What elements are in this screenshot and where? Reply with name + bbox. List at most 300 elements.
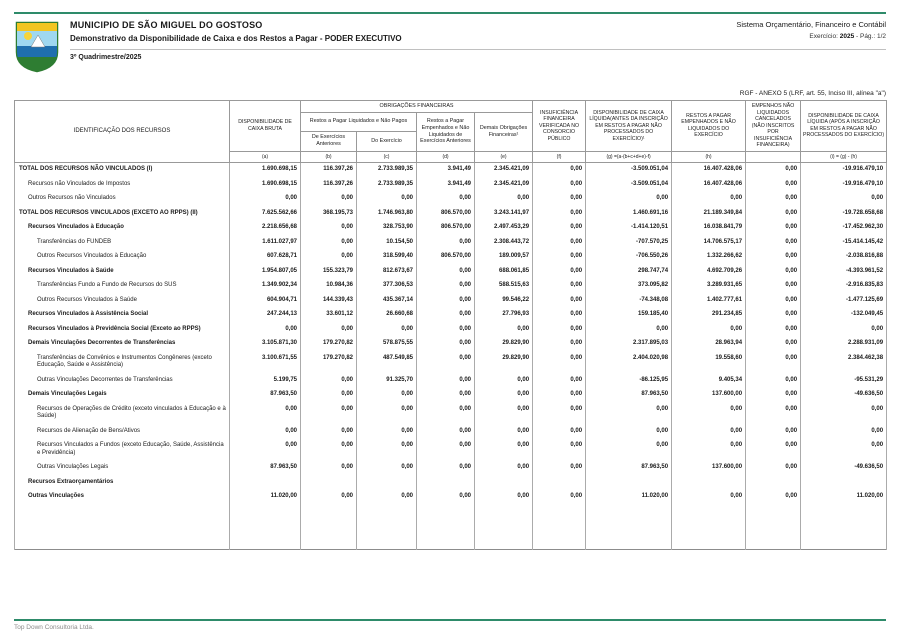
- value-cell: 99.546,22: [475, 293, 533, 308]
- value-cell: 0,00: [746, 424, 801, 439]
- value-cell: 91.325,70: [357, 373, 417, 388]
- col-header-do-exercicio: Do Exercício: [357, 131, 417, 151]
- value-cell: 0,00: [746, 402, 801, 424]
- value-cell: 0,00: [357, 388, 417, 403]
- value-cell: 0,00: [672, 322, 746, 337]
- value-cell: 0,00: [475, 373, 533, 388]
- value-cell: 0,00: [746, 250, 801, 265]
- value-cell: 247.244,13: [230, 308, 301, 323]
- value-cell: 21.189.349,84: [672, 206, 746, 221]
- value-cell: 0,00: [533, 388, 586, 403]
- exercise-value: 2025: [839, 33, 855, 40]
- value-cell: 0,00: [230, 322, 301, 337]
- letter-a: (a): [230, 151, 301, 162]
- report-table: [14, 100, 887, 550]
- value-cell: -17.452.962,30: [801, 221, 887, 236]
- value-cell: -2.916.835,83: [801, 279, 887, 294]
- value-cell: 2.345.421,09: [475, 177, 533, 192]
- value-cell: [586, 475, 672, 490]
- table-row: [15, 192, 887, 207]
- row-label: Recursos Vinculados à Assistência Social: [15, 308, 230, 323]
- value-cell: 0,00: [672, 192, 746, 207]
- value-cell: 2.345.421,09: [475, 162, 533, 177]
- value-cell: 87.963,50: [230, 388, 301, 403]
- value-cell: 16.038.841,79: [672, 221, 746, 236]
- table-row: [15, 461, 887, 476]
- value-cell: 87.963,50: [586, 461, 672, 476]
- table-row: [15, 162, 887, 177]
- value-cell: [417, 475, 475, 490]
- report-title: Demonstrativo da Disponibilidade de Caixa e dos Restos a Pagar - PODER EXECUTIVO: [70, 34, 402, 43]
- value-cell: -15.414.145,42: [801, 235, 887, 250]
- value-cell: 144.339,43: [301, 293, 357, 308]
- value-cell: 0,00: [417, 293, 475, 308]
- value-cell: 0,00: [230, 439, 301, 461]
- value-cell: 0,00: [533, 322, 586, 337]
- value-cell: 0,00: [801, 424, 887, 439]
- value-cell: 291.234,85: [672, 308, 746, 323]
- value-cell: 0,00: [230, 192, 301, 207]
- exercise-page-line: [736, 33, 886, 40]
- header-divider: [70, 49, 886, 50]
- value-cell: [475, 475, 533, 490]
- value-cell: 0,00: [672, 490, 746, 505]
- value-cell: 10.154,50: [357, 235, 417, 250]
- value-cell: 1.332.266,62: [672, 250, 746, 265]
- value-cell: 0,00: [746, 221, 801, 236]
- row-label: Demais Vinculações Decorrentes de Transferências: [15, 337, 230, 352]
- letter-c: (c): [357, 151, 417, 162]
- value-cell: [301, 475, 357, 490]
- letter-e: (e): [475, 151, 533, 162]
- value-cell: 0,00: [533, 264, 586, 279]
- value-cell: 0,00: [417, 402, 475, 424]
- value-cell: 0,00: [357, 192, 417, 207]
- table-row: [15, 250, 887, 265]
- value-cell: 0,00: [301, 388, 357, 403]
- value-cell: 0,00: [533, 293, 586, 308]
- value-cell: 1.954.807,05: [230, 264, 301, 279]
- value-cell: -707.570,25: [586, 235, 672, 250]
- value-cell: 155.323,79: [301, 264, 357, 279]
- value-cell: 435.367,14: [357, 293, 417, 308]
- value-cell: 0,00: [417, 308, 475, 323]
- value-cell: 0,00: [533, 424, 586, 439]
- value-cell: 0,00: [746, 235, 801, 250]
- table-row: [15, 373, 887, 388]
- value-cell: 0,00: [475, 388, 533, 403]
- row-label: Recursos Vinculados a Fundos (exceto Educação, Saúde, Assistência e Previdência): [15, 439, 230, 461]
- row-label: Recursos não Vinculados de Impostos: [15, 177, 230, 192]
- value-cell: [357, 475, 417, 490]
- exercise-label: Exercício:: [809, 33, 840, 40]
- value-cell: 2.733.989,35: [357, 177, 417, 192]
- empty-cell: [672, 504, 746, 550]
- value-cell: 26.660,68: [357, 308, 417, 323]
- value-cell: 3.243.141,97: [475, 206, 533, 221]
- row-label: Outros Recursos não Vinculados: [15, 192, 230, 207]
- municipality-logo: [14, 20, 60, 74]
- value-cell: 27.796,93: [475, 308, 533, 323]
- value-cell: 0,00: [417, 388, 475, 403]
- value-cell: 0,00: [533, 221, 586, 236]
- value-cell: 688.061,85: [475, 264, 533, 279]
- value-cell: 0,00: [746, 373, 801, 388]
- value-cell: 2.218.656,68: [230, 221, 301, 236]
- table-row: [15, 177, 887, 192]
- value-cell: 0,00: [301, 250, 357, 265]
- value-cell: 0,00: [586, 192, 672, 207]
- value-cell: 0,00: [230, 424, 301, 439]
- letter-b: (b): [301, 151, 357, 162]
- value-cell: 0,00: [533, 192, 586, 207]
- table-row: [15, 402, 887, 424]
- table-row: [15, 490, 887, 505]
- letter-h: (h): [672, 151, 746, 162]
- table-row: [15, 279, 887, 294]
- table-row: [15, 337, 887, 352]
- value-cell: 0,00: [746, 279, 801, 294]
- value-cell: 0,00: [417, 424, 475, 439]
- value-cell: 2.317.895,03: [586, 337, 672, 352]
- row-label: Transferências de Convênios e Instrumentos Congêneres (exceto Educação, Saúde e Assistência): [15, 351, 230, 373]
- value-cell: 1.611.027,97: [230, 235, 301, 250]
- col-header-restos-exercicio: RESTOS A PAGAR EMPENHADOS E NÃO LIQUIDADOS DO EXERCÍCIO: [672, 101, 746, 152]
- value-cell: 3.105.871,30: [230, 337, 301, 352]
- value-cell: 3.941,49: [417, 162, 475, 177]
- value-cell: -86.125,95: [586, 373, 672, 388]
- value-cell: -2.038.816,88: [801, 250, 887, 265]
- value-cell: 0,00: [475, 424, 533, 439]
- value-cell: 2.308.443,72: [475, 235, 533, 250]
- value-cell: 604.904,71: [230, 293, 301, 308]
- value-cell: 0,00: [357, 461, 417, 476]
- value-cell: -3.509.051,04: [586, 177, 672, 192]
- table-row: [15, 264, 887, 279]
- value-cell: 373.095,82: [586, 279, 672, 294]
- value-cell: 0,00: [533, 235, 586, 250]
- value-cell: 0,00: [417, 192, 475, 207]
- value-cell: 0,00: [357, 402, 417, 424]
- annex-label: RGF - ANEXO 5 (LRF, art. 55, Inciso III, alínea "a"): [739, 90, 886, 97]
- value-cell: [801, 475, 887, 490]
- value-cell: [230, 475, 301, 490]
- value-cell: 9.405,34: [672, 373, 746, 388]
- table-row: [15, 206, 887, 221]
- report-footer: [14, 619, 886, 631]
- value-cell: 0,00: [746, 206, 801, 221]
- value-cell: 578.875,55: [357, 337, 417, 352]
- value-cell: 29.829,90: [475, 351, 533, 373]
- municipality-name: MUNICIPIO DE SÃO MIGUEL DO GOSTOSO: [70, 20, 263, 30]
- empty-cell: [533, 504, 586, 550]
- value-cell: 0,00: [475, 439, 533, 461]
- value-cell: 0,00: [672, 402, 746, 424]
- value-cell: 0,00: [301, 402, 357, 424]
- value-cell: 2.404.020,98: [586, 351, 672, 373]
- letter-blank: [746, 151, 801, 162]
- value-cell: 0,00: [301, 424, 357, 439]
- value-cell: 368.195,73: [301, 206, 357, 221]
- row-label: Recursos Vinculados à Saúde: [15, 264, 230, 279]
- value-cell: 806.570,00: [417, 221, 475, 236]
- value-cell: 116.397,26: [301, 162, 357, 177]
- row-label: Recursos Vinculados à Previdência Social (Exceto ao RPPS): [15, 322, 230, 337]
- table-row: [15, 293, 887, 308]
- empty-cell: [301, 504, 357, 550]
- value-cell: 0,00: [746, 308, 801, 323]
- value-cell: 11.020,00: [801, 490, 887, 505]
- title-block: [70, 20, 402, 43]
- value-cell: [533, 475, 586, 490]
- col-header-disponibilidade-apos: DISPONIBILIDADE DE CAIXA LÍQUIDA (APÓS A INSCRIÇÃO EM RESTOS A PAGAR NÃO PROCESSADOS DO EXERCÍCIO): [801, 101, 887, 152]
- value-cell: 0,00: [475, 322, 533, 337]
- letter-d: (d): [417, 151, 475, 162]
- row-label: Recursos Extraorçamentários: [15, 475, 230, 490]
- col-header-insuficiencia: INSUFICIÊNCIA FINANCEIRA VERIFICADA NO CONSORCIO PÚBLICO: [533, 101, 586, 152]
- value-cell: 0,00: [533, 337, 586, 352]
- empty-cell: [746, 504, 801, 550]
- value-cell: 1.460.691,16: [586, 206, 672, 221]
- value-cell: 0,00: [417, 373, 475, 388]
- value-cell: 0,00: [417, 439, 475, 461]
- table-row: [15, 424, 887, 439]
- value-cell: 0,00: [746, 439, 801, 461]
- value-cell: 0,00: [301, 221, 357, 236]
- value-cell: 137.600,00: [672, 388, 746, 403]
- col-group-obrigacoes-financeiras: OBRIGAÇÕES FINANCEIRAS: [301, 101, 533, 113]
- value-cell: -19.728.658,68: [801, 206, 887, 221]
- value-cell: 33.601,12: [301, 308, 357, 323]
- value-cell: 0,00: [301, 373, 357, 388]
- value-cell: -3.509.051,04: [586, 162, 672, 177]
- value-cell: 318.599,40: [357, 250, 417, 265]
- value-cell: -49.636,50: [801, 461, 887, 476]
- value-cell: -1.477.125,69: [801, 293, 887, 308]
- value-cell: -132.049,45: [801, 308, 887, 323]
- value-cell: 0,00: [746, 337, 801, 352]
- value-cell: 0,00: [586, 424, 672, 439]
- bottom-accent-rule: [14, 619, 886, 621]
- value-cell: 1.690.698,15: [230, 177, 301, 192]
- value-cell: 0,00: [533, 206, 586, 221]
- table-row: [15, 439, 887, 461]
- value-cell: 0,00: [475, 402, 533, 424]
- letter-g-formula: (g) =(a-(b+c+d+e)-f): [586, 151, 672, 162]
- value-cell: 0,00: [475, 192, 533, 207]
- value-cell: 0,00: [475, 490, 533, 505]
- table-head: [15, 101, 887, 163]
- top-accent-rule: [14, 12, 886, 14]
- value-cell: 0,00: [301, 235, 357, 250]
- value-cell: 806.570,00: [417, 250, 475, 265]
- value-cell: 0,00: [746, 162, 801, 177]
- value-cell: 0,00: [533, 177, 586, 192]
- value-cell: 0,00: [357, 322, 417, 337]
- value-cell: 16.407.428,06: [672, 177, 746, 192]
- value-cell: -706.550,26: [586, 250, 672, 265]
- value-cell: 0,00: [672, 439, 746, 461]
- value-cell: 377.306,53: [357, 279, 417, 294]
- col-header-demais-obrigacoes: Demais Obrigações Financeiras¹: [475, 112, 533, 151]
- value-cell: 159.185,40: [586, 308, 672, 323]
- value-cell: 3.100.671,55: [230, 351, 301, 373]
- empty-cell: [586, 504, 672, 550]
- row-label: Transferências do FUNDEB: [15, 235, 230, 250]
- col-header-caixa-bruta: DISPONIBILIDADE DE CAIXA BRUTA: [230, 101, 301, 152]
- value-cell: -49.636,50: [801, 388, 887, 403]
- col-header-identification: IDENTIFICAÇÃO DOS RECURSOS: [15, 101, 230, 163]
- value-cell: 2.288.931,09: [801, 337, 887, 352]
- value-cell: 0,00: [746, 351, 801, 373]
- value-cell: 0,00: [746, 322, 801, 337]
- value-cell: 0,00: [301, 439, 357, 461]
- value-cell: 189.009,57: [475, 250, 533, 265]
- value-cell: 806.570,00: [417, 206, 475, 221]
- value-cell: 0,00: [417, 351, 475, 373]
- empty-cell: [357, 504, 417, 550]
- value-cell: 0,00: [746, 177, 801, 192]
- row-label: TOTAL DOS RECURSOS NÃO VINCULADOS (I): [15, 162, 230, 177]
- value-cell: 3.941,49: [417, 177, 475, 192]
- table-row: [15, 221, 887, 236]
- empty-cell: [801, 504, 887, 550]
- value-cell: 0,00: [301, 192, 357, 207]
- col-header-empenhos-cancelados: EMPENHOS NÃO LIQUIDADOS CANCELADOS (NÃO INSCRITOS POR INSUFICIÊNCIA FINANCEIRA): [746, 101, 801, 152]
- value-cell: 607.628,71: [230, 250, 301, 265]
- value-cell: 2.384.462,38: [801, 351, 887, 373]
- system-info: [736, 20, 886, 40]
- value-cell: 29.829,90: [475, 337, 533, 352]
- row-label: Outras Vinculações: [15, 490, 230, 505]
- empty-cell: [475, 504, 533, 550]
- value-cell: 298.747,74: [586, 264, 672, 279]
- value-cell: 16.407.428,06: [672, 162, 746, 177]
- value-cell: 0,00: [586, 322, 672, 337]
- table-row: [15, 308, 887, 323]
- value-cell: 11.020,00: [230, 490, 301, 505]
- value-cell: 0,00: [417, 264, 475, 279]
- row-label: TOTAL DOS RECURSOS VINCULADOS (EXCETO AO RPPS) (II): [15, 206, 230, 221]
- value-cell: 0,00: [417, 461, 475, 476]
- system-name: Sistema Orçamentário, Financeiro e Contábil: [736, 20, 886, 29]
- row-label: Recursos Vinculados à Educação: [15, 221, 230, 236]
- value-cell: 3.289.931,65: [672, 279, 746, 294]
- col-subgroup-restos-liquidados: Restos a Pagar Liquidados e Não Pagos: [301, 112, 417, 131]
- table-body: [15, 162, 887, 550]
- value-cell: 1.349.902,34: [230, 279, 301, 294]
- value-cell: 0,00: [417, 322, 475, 337]
- value-cell: [746, 475, 801, 490]
- value-cell: 28.963,94: [672, 337, 746, 352]
- header-main: [70, 20, 886, 61]
- value-cell: 0,00: [301, 490, 357, 505]
- value-cell: 1.746.963,80: [357, 206, 417, 221]
- table-row: [15, 351, 887, 373]
- table-row: [15, 235, 887, 250]
- row-label: Outras Vinculações Legais: [15, 461, 230, 476]
- row-label: Recursos de Operações de Crédito (exceto vinculados à Educação e à Saúde): [15, 402, 230, 424]
- value-cell: 11.020,00: [586, 490, 672, 505]
- value-cell: -4.393.961,52: [801, 264, 887, 279]
- value-cell: 0,00: [801, 322, 887, 337]
- value-cell: 0,00: [357, 490, 417, 505]
- coat-of-arms-icon: [14, 20, 60, 74]
- value-cell: 0,00: [586, 439, 672, 461]
- report-header: [14, 20, 886, 74]
- value-cell: -19.916.479,10: [801, 177, 887, 192]
- value-cell: 116.397,26: [301, 177, 357, 192]
- value-cell: 328.753,90: [357, 221, 417, 236]
- row-label: Outras Vinculações Decorrentes de Transferências: [15, 373, 230, 388]
- row-label: Demais Vinculações Legais: [15, 388, 230, 403]
- value-cell: 0,00: [533, 373, 586, 388]
- letter-f: (f): [533, 151, 586, 162]
- empty-cell: [230, 504, 301, 550]
- col-header-de-exercicios-anteriores: De Exercícios Anteriores: [301, 131, 357, 151]
- value-cell: 0,00: [746, 264, 801, 279]
- value-cell: 1.690.698,15: [230, 162, 301, 177]
- value-cell: 0,00: [586, 402, 672, 424]
- row-label: Transferências Fundo a Fundo de Recursos do SUS: [15, 279, 230, 294]
- value-cell: 0,00: [417, 279, 475, 294]
- value-cell: 0,00: [801, 192, 887, 207]
- value-cell: 0,00: [533, 490, 586, 505]
- value-cell: 0,00: [672, 424, 746, 439]
- value-cell: [672, 475, 746, 490]
- row-label: Outros Recursos Vinculados à Saúde: [15, 293, 230, 308]
- value-cell: -74.348,08: [586, 293, 672, 308]
- value-cell: 0,00: [301, 461, 357, 476]
- empty-cell: [417, 504, 475, 550]
- value-cell: 812.673,67: [357, 264, 417, 279]
- letter-i-formula: (i) = (g) - (h): [801, 151, 887, 162]
- value-cell: 1.402.777,61: [672, 293, 746, 308]
- footer-company: Top Down Consultoria Ltda.: [14, 624, 94, 631]
- value-cell: 0,00: [746, 388, 801, 403]
- value-cell: 7.625.562,66: [230, 206, 301, 221]
- value-cell: 4.692.709,26: [672, 264, 746, 279]
- value-cell: 0,00: [533, 308, 586, 323]
- value-cell: 487.549,85: [357, 351, 417, 373]
- value-cell: 5.199,75: [230, 373, 301, 388]
- value-cell: 588.515,63: [475, 279, 533, 294]
- value-cell: 87.963,50: [230, 461, 301, 476]
- value-cell: 0,00: [801, 402, 887, 424]
- col-header-restos-empenhados-anteriores: Restos a Pagar Empenhados e Não Liquidados de Exercícios Anteriores: [417, 112, 475, 151]
- value-cell: 0,00: [533, 461, 586, 476]
- value-cell: 87.963,50: [586, 388, 672, 403]
- empty-cell: [15, 504, 230, 550]
- value-cell: 0,00: [746, 461, 801, 476]
- table-row: [15, 475, 887, 490]
- value-cell: 0,00: [301, 322, 357, 337]
- col-header-disponibilidade-antes: DISPONIBILIDADE DE CAIXA LÍQUIDA(ANTES DA INSCRIÇÃO EM RESTOS A PAGAR NÃO PROCESSADOS DO EXERCÍCIO)¹: [586, 101, 672, 152]
- value-cell: 179.270,82: [301, 337, 357, 352]
- value-cell: 0,00: [801, 439, 887, 461]
- value-cell: 0,00: [533, 279, 586, 294]
- value-cell: 0,00: [533, 402, 586, 424]
- value-cell: 0,00: [746, 192, 801, 207]
- value-cell: -19.916.479,10: [801, 162, 887, 177]
- value-cell: 0,00: [746, 490, 801, 505]
- value-cell: 0,00: [357, 424, 417, 439]
- value-cell: 19.558,60: [672, 351, 746, 373]
- report-period: 3º Quadrimestre/2025: [70, 54, 142, 61]
- value-cell: 0,00: [417, 490, 475, 505]
- table-row: [15, 322, 887, 337]
- value-cell: 0,00: [746, 293, 801, 308]
